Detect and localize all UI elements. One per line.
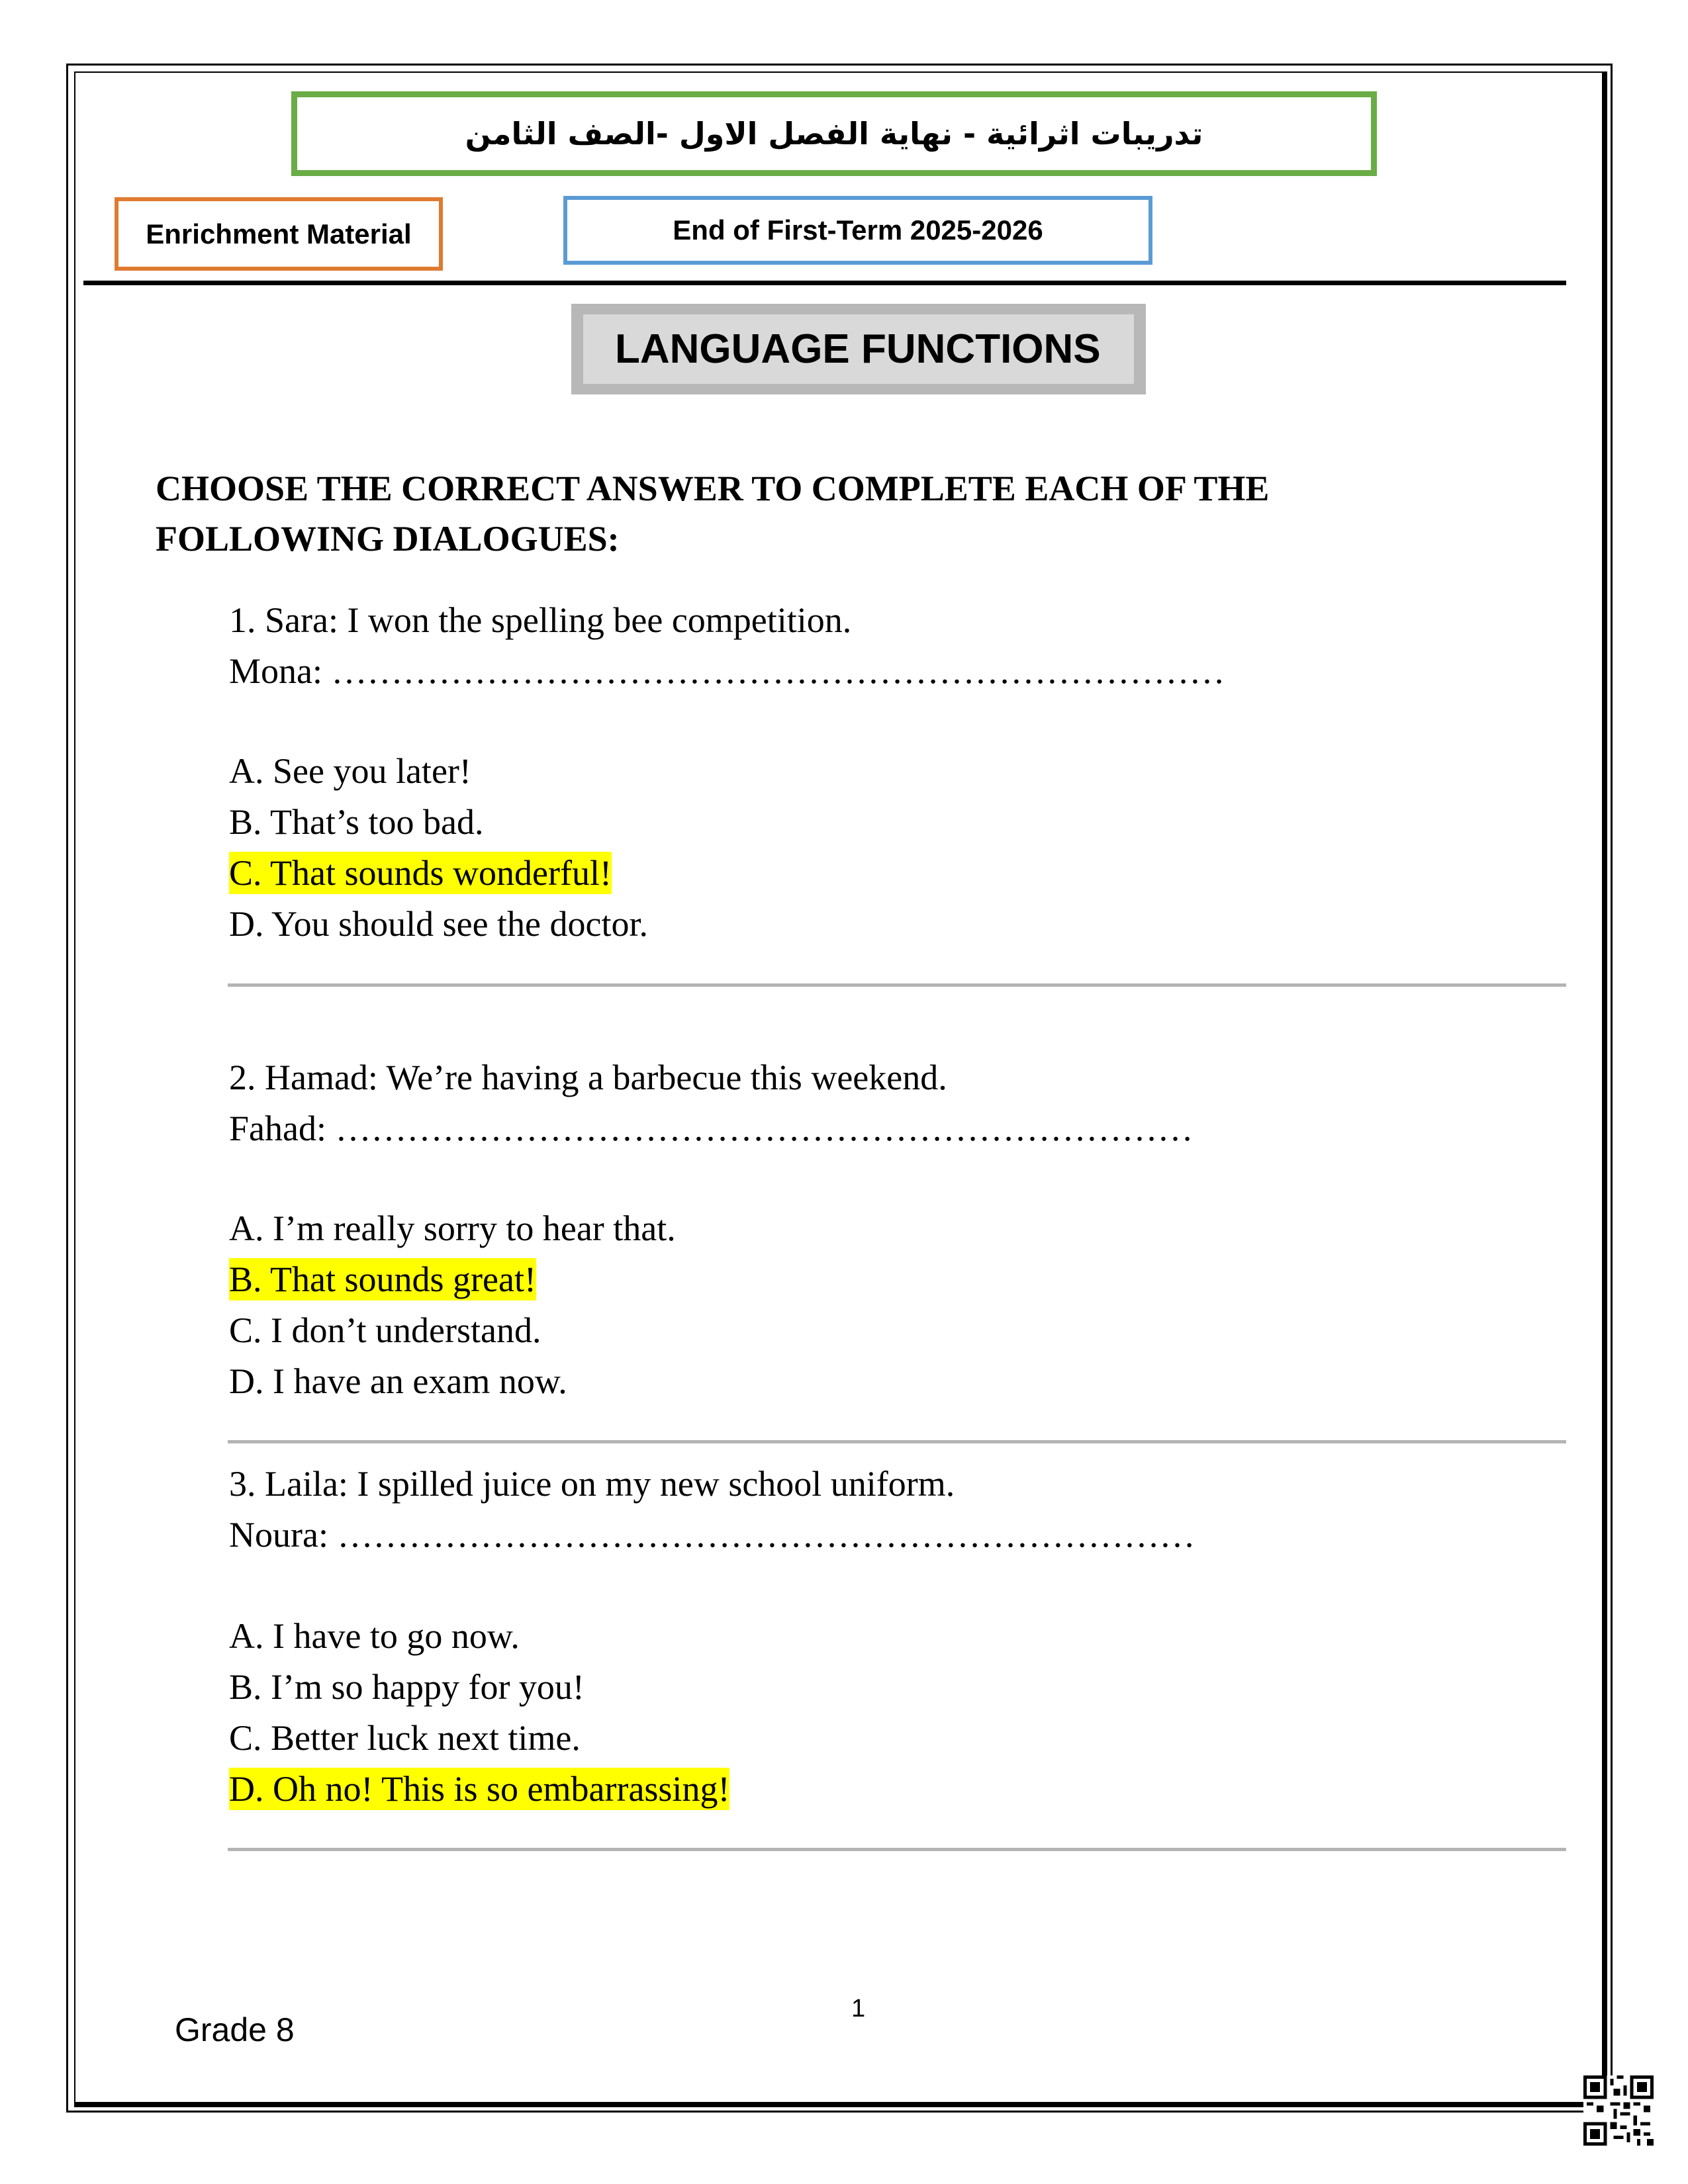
section-title: LANGUAGE FUNCTIONS: [583, 314, 1134, 384]
question-3-option-a: A. I have to go now.: [229, 1616, 520, 1656]
question-2-option-b: B. That sounds great!: [229, 1259, 536, 1299]
term-label: End of First-Term 2025-2026: [673, 214, 1043, 246]
section-title-box: [571, 304, 1146, 394]
question-2-divider: [228, 1440, 1566, 1443]
arabic-title: تدريبات اثرائية - نهاية الفصل الاول -الصف الثامن: [465, 116, 1203, 152]
question-2-option-c: C. I don’t understand.: [229, 1310, 541, 1350]
question-2-option-a: A. I’m really sorry to hear that.: [229, 1208, 676, 1248]
term-tag: [563, 196, 1152, 265]
qr-code-icon: [1583, 2075, 1654, 2146]
enrichment-material-tag: [115, 197, 443, 271]
question-2-response: Fahad: ………………………………………………………………: [229, 1109, 1194, 1148]
instructions: CHOOSE THE CORRECT ANSWER TO COMPLETE EACH OF THE FOLLOWING DIALOGUES:: [156, 469, 1270, 559]
question-3-divider: [228, 1848, 1566, 1851]
arabic-title-box: [291, 91, 1377, 176]
question-1-option-d: D. You should see the doctor.: [229, 904, 648, 944]
question-1-option-b: B. That’s too bad.: [229, 802, 484, 842]
question-3-prompt: 3. Laila: I spilled juice on my new school uniform.: [229, 1464, 955, 1504]
question-1-divider: [228, 983, 1566, 987]
enrichment-material-label: Enrichment Material: [146, 218, 412, 250]
question-3-option-c: C. Better luck next time.: [229, 1718, 581, 1758]
question-3-option-d: D. Oh no! This is so embarrassing!: [229, 1769, 730, 1809]
question-2-option-d: D. I have an exam now.: [229, 1361, 567, 1401]
question-2-prompt: 2. Hamad: We’re having a barbecue this weekend.: [229, 1058, 947, 1097]
question-1-prompt: 1. Sara: I won the spelling bee competition.: [229, 600, 852, 640]
question-3-option-b: B. I’m so happy for you!: [229, 1667, 585, 1707]
header-divider: [83, 281, 1566, 285]
page-number: 1: [851, 1995, 866, 2023]
grade-label: Grade 8: [175, 2011, 295, 2048]
page-border-shadow-bottom: [74, 2102, 1607, 2107]
question-1-option-a: A. See you later!: [229, 751, 471, 791]
page-border-shadow-right: [1602, 71, 1607, 2109]
question-1-response: Mona: …………………………………………………………………: [229, 651, 1225, 691]
question-1-option-c: C. That sounds wonderful!: [229, 853, 612, 893]
question-3-response: Noura: ………………………………………………………………: [229, 1515, 1196, 1555]
